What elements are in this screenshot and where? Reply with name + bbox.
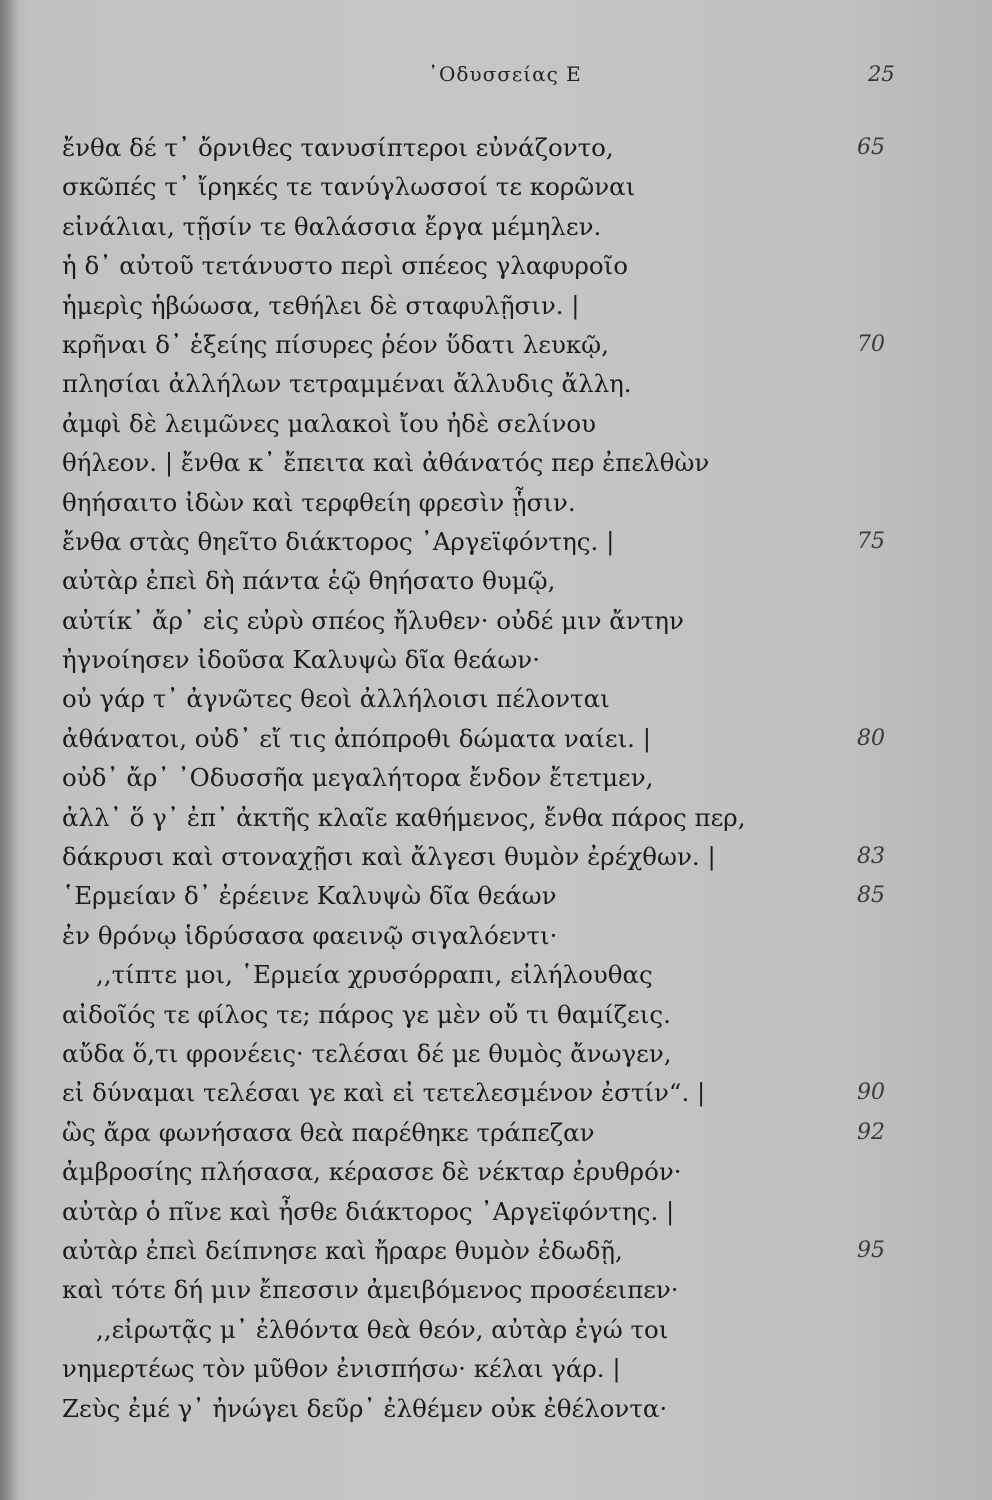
verse-line	[62, 1349, 902, 1388]
verse-text: νημερτέως τὸν μῦθον ἐνισπήσω· κέλαι γάρ. |	[62, 1354, 621, 1384]
verse-line	[62, 758, 902, 797]
verse-line	[62, 995, 902, 1034]
verse-text: ἡμερὶς ἡβώωσα, τεθήλει δὲ σταφυλῇσιν. |	[62, 290, 580, 320]
verse-text: πλησίαι ἀλλήλων τετραμμέναι ἄλλυδις ἄλλη.	[62, 369, 632, 399]
verse-text: αὐτίκ᾿ ἄρ᾿ εἰς εὐρὺ σπέος ἤλυθεν· οὐδέ μιν ἄντην	[62, 605, 684, 635]
verse-line	[62, 1389, 902, 1428]
verse-text: ,,τίπτε μοι, ῾Ερμεία χρυσόρραπι, εἰλήλουθας	[96, 960, 653, 990]
verse-line	[62, 325, 902, 364]
verse-line	[62, 719, 902, 758]
verse-line	[62, 601, 902, 640]
verse-line	[62, 955, 902, 994]
verse-line	[62, 561, 902, 600]
verse-line	[62, 443, 902, 482]
verse-text: εἰνάλιαι, τῇσίν τε θαλάσσια ἔργα μέμηλεν.	[62, 211, 602, 241]
verse-text: ῾Ερμείαν δ᾿ ἐρέεινε Καλυψὼ δῖα θεάων	[62, 881, 557, 911]
verse-text: ἀλλ᾿ ὅ γ᾿ ἐπ᾿ ἀκτῆς κλαῖε καθήμενος, ἔνθα πάρος περ,	[62, 802, 746, 832]
verse-text: αὐτὰρ ὁ πῖνε καὶ ἦσθε διάκτορος ᾿Αργεϊφόντης. |	[62, 1196, 675, 1226]
verse-line	[62, 876, 902, 915]
verse-text: δάκρυσι καὶ στοναχῇσι καὶ ἄλγεσι θυμὸν ἐρέχθων. |	[62, 842, 716, 872]
verse-text: κρῆναι δ᾿ ἑξείης πίσυρες ῥέον ὕδατι λευκῷ,	[62, 329, 609, 359]
verse-line	[62, 1270, 902, 1309]
verse-line	[62, 1192, 902, 1231]
line-number: 85	[857, 883, 885, 909]
verse-text: ἀμβροσίης πλήσασα, κέρασσε δὲ νέκταρ ἐρυθρόν·	[62, 1157, 682, 1187]
spine-shadow	[0, 0, 18, 1500]
verse-text: αὐτὰρ ἐπεὶ δὴ πάντα ἑῷ θηήσατο θυμῷ,	[62, 566, 556, 596]
verse-line	[62, 522, 902, 561]
verse-text: αἰδοῖός τε φίλος τε; πάρος γε μὲν οὔ τι θαμίζεις.	[62, 999, 671, 1029]
verse-text: ἀμφὶ δὲ λειμῶνες μαλακοὶ ἴου ἠδὲ σελίνου	[62, 408, 597, 438]
verse-line	[62, 1310, 902, 1349]
verse-line	[62, 798, 902, 837]
verse-text: σκῶπές τ᾿ ἴρηκές τε τανύγλωσσοί τε κορῶναι	[62, 172, 636, 202]
verse-line	[62, 483, 902, 522]
line-number: 92	[857, 1119, 885, 1145]
running-title: ᾿Οδυσσείας Ε	[428, 62, 582, 86]
verse-line	[62, 679, 902, 718]
verse-line	[62, 1034, 902, 1073]
verse-line	[62, 916, 902, 955]
verse-line	[62, 1231, 902, 1270]
verse-text: ἠγνοίησεν ἰδοῦσα Καλυψὼ δῖα θεάων·	[62, 645, 540, 675]
verse-text: αὔδα ὅ,τι φρονέεις· τελέσαι δέ με θυμὸς ἄνωγεν,	[62, 1038, 672, 1068]
verse-text: ,,εἰρωτᾷς μ᾿ ἐλθόντα θεὰ θεόν, αὐτὰρ ἐγώ τοι	[96, 1314, 669, 1344]
verse-text: ἐν θρόνῳ ἱδρύσασα φαεινῷ σιγαλόεντι·	[62, 920, 558, 950]
line-number: 83	[857, 844, 885, 870]
line-number: 80	[857, 725, 885, 751]
verse-text: οὐδ᾿ ἄρ᾿ ᾿Οδυσσῆα μεγαλήτορα ἔνδον ἔτετμεν,	[62, 763, 654, 793]
line-number: 95	[857, 1237, 885, 1263]
verse-text: αὐτὰρ ἐπεὶ δείπνησε καὶ ἤραρε θυμὸν ἐδωδῇ,	[62, 1235, 623, 1265]
verse-line	[62, 286, 902, 325]
verse-line	[62, 404, 902, 443]
verse-text: ἡ δ᾿ αὐτοῦ τετάνυστο περὶ σπέεος γλαφυροῖο	[62, 251, 628, 281]
verse-line	[62, 1113, 902, 1152]
verse-text: Ζεὺς ἐμέ γ᾿ ἠνώγει δεῦρ᾿ ἐλθέμεν οὐκ ἐθέλοντα·	[62, 1393, 668, 1423]
verse-line	[62, 1152, 902, 1191]
verse-line	[62, 837, 902, 876]
verse-text: ἔνθα στὰς θηεῖτο διάκτορος ᾿Αργεϊφόντης. |	[62, 526, 615, 556]
verse-text: εἰ δύναμαι τελέσαι γε καὶ εἰ τετελεσμένον ἐστίν“. |	[62, 1078, 706, 1108]
verse-line	[62, 207, 902, 246]
verse-text: καὶ τότε δή μιν ἔπεσσιν ἀμειβόμενος προσέειπεν·	[62, 1275, 679, 1305]
verse-line	[62, 167, 902, 206]
verse-text: θήλεον. | ἔνθα κ᾿ ἔπειτα καὶ ἀθάνατός περ ἐπελθὼν	[62, 448, 710, 478]
running-head	[0, 62, 992, 92]
verse-text: οὐ γάρ τ᾿ ἀγνῶτες θεοὶ ἀλλήλοισι πέλονται	[62, 684, 610, 714]
verse-text: ἔνθα δέ τ᾿ ὄρνιθες τανυσίπτεροι εὐνάζοντο,	[62, 133, 614, 162]
page-number: 25	[868, 62, 895, 86]
verse-line	[62, 364, 902, 403]
verse-line	[62, 640, 902, 679]
line-number: 70	[857, 331, 885, 357]
verse-line	[62, 128, 902, 167]
verse-text: ἀθάνατοι, οὐδ᾿ εἴ τις ἀπόπροθι δώματα ναίει. |	[62, 723, 652, 753]
verse-line	[62, 1073, 902, 1112]
line-number: 90	[857, 1080, 885, 1106]
verse-text: θηήσαιτο ἰδὼν καὶ τερφθείη φρεσὶν ᾗσιν.	[62, 487, 576, 517]
line-number: 65	[857, 135, 885, 160]
verse-text: ὣς ἄρα φωνήσασα θεὰ παρέθηκε τράπεζαν	[62, 1117, 595, 1147]
line-number: 75	[857, 528, 885, 554]
verse-line	[62, 246, 902, 285]
verse-lines	[62, 128, 902, 1428]
